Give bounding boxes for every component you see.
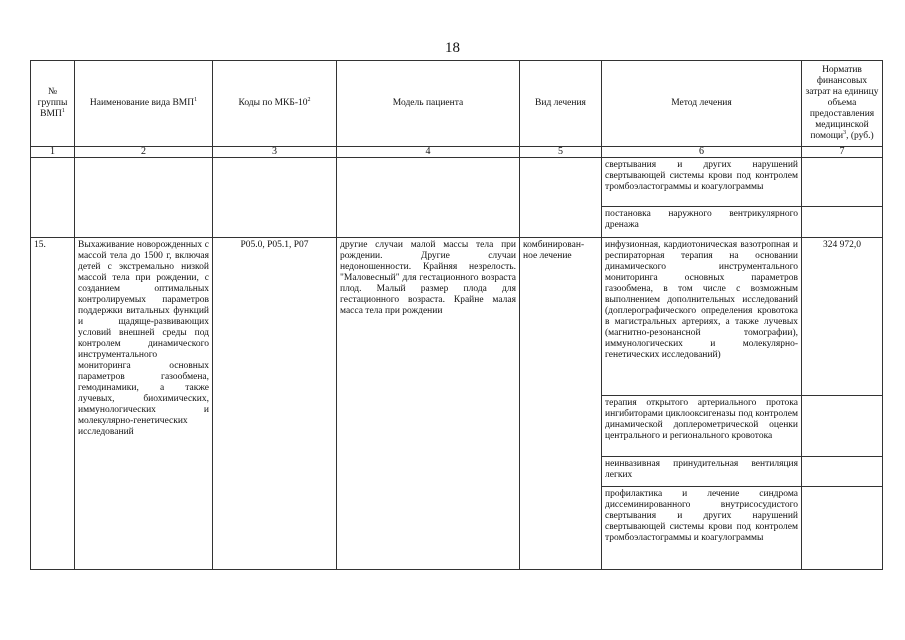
col-number: 6 — [602, 147, 802, 158]
col-number: 7 — [802, 147, 883, 158]
cost-sub-empty — [802, 457, 882, 487]
header-cost-norm: Норматив финансовых затрат на единицу объема предоставления медицинской помощи$^3$, (руб.) — [802, 61, 883, 147]
continuation-row — [31, 158, 883, 238]
group-number: 15. — [31, 238, 75, 570]
empty-cell — [31, 158, 75, 238]
cost-sub-empty — [802, 207, 882, 237]
header-treatment-method: Метод лечения — [602, 61, 802, 147]
header-vmp-name: Наименование вида ВМП$^1$ — [75, 61, 213, 147]
method-item: инфузионная, кардиотоническая вазотропная и респираторная терапия на основании динамического инструментального мониторинга основных параметров газообмена, в том числе с возможным выполнением дополнительных исследований (доплерографического определения кровотока в магистральных артериях, а также лучевых (магнитно-резонансной томографии), иммунологических и молекулярно-генетических исследований) — [602, 238, 801, 396]
col-number: 2 — [75, 147, 213, 158]
method-item: постановка наружного вентрикулярного дренажа — [605, 209, 798, 230]
header-group-number: № группы ВМП$^1$ — [31, 61, 75, 147]
empty-cell — [520, 158, 602, 238]
icd-codes: P05.0, P05.1, P07 — [213, 238, 337, 570]
vmp-table — [30, 60, 883, 570]
cost-cell — [802, 158, 883, 238]
header-row — [31, 61, 883, 147]
table-row-15 — [31, 238, 883, 570]
cost-value: 324 972,0 — [802, 238, 882, 396]
header-icd-codes: Коды по МКБ-$10^2$ — [213, 61, 337, 147]
method-item: терапия открытого артериального протока ингибиторами циклооксигеназы под контролем динамической доплерометрической оценки центрального и регионального кровотока — [602, 396, 801, 457]
header-patient-model: Модель пациента — [337, 61, 520, 147]
method-item: неинвазивная принудительная вентиляция легких — [602, 457, 801, 487]
cost-sub-empty — [802, 396, 882, 457]
method-item: профилактика и лечение синдрома диссеминированного внутрисосудистого свертывания и других нарушений свертывающей системы крови под контролем тромбоэластограммы и коагулограммы — [605, 489, 798, 543]
empty-cell — [337, 158, 520, 238]
vmp-name: Выхаживание новорожденных с массой тела до 1500 г, включая детей с экстремально низкой массой тела при рождении, с созданием оптимальных контролируемых параметров поддержки витальных функций и щадяще-развивающих условий внешней среды под контролем динамического инструментального мониторинга основных параметров газообмена, гемодинамики, а также лучевых, биохимических, иммунологических и молекулярно-генетических исследований — [75, 238, 213, 570]
patient-model: другие случаи малой массы тела при рождении. Другие случаи недоношенности. Крайняя незрелость. "Маловесный" для гестационного возраста плод. Малый размер плода для гестационного возраста. Крайне малая масса тела при рождении — [337, 238, 520, 570]
column-number-row — [31, 147, 883, 158]
col-number: 1 — [31, 147, 75, 158]
page-number: 18 — [445, 40, 460, 56]
empty-cell — [213, 158, 337, 238]
empty-cell — [75, 158, 213, 238]
cost-sub-empty — [802, 487, 882, 569]
cost-sub-empty — [802, 158, 882, 207]
method-cell — [602, 238, 802, 570]
cost-cell — [802, 238, 883, 570]
header-treatment-type: Вид лечения — [520, 61, 602, 147]
col-number: 3 — [213, 147, 337, 158]
treatment-type: комбинирован-ное лечение — [520, 238, 602, 570]
col-number: 5 — [520, 147, 602, 158]
method-item: свертывания и других нарушений свертывающей системы крови под контролем тромбоэластограммы и коагулограммы — [602, 158, 801, 207]
col-number: 4 — [337, 147, 520, 158]
method-cell — [602, 158, 802, 238]
